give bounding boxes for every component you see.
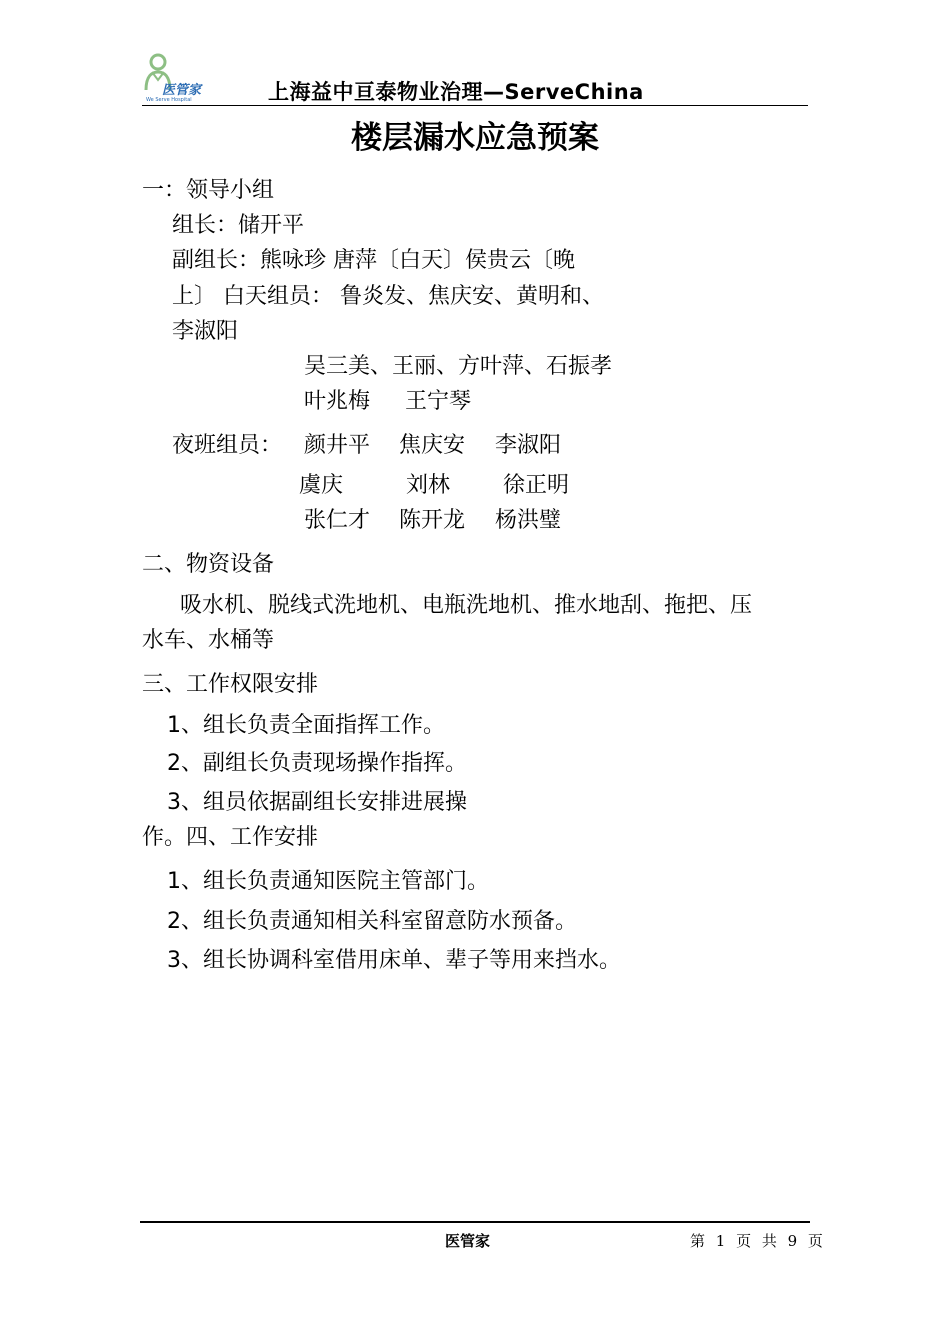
page-number: 第 1 页 共 9 页 <box>690 1232 823 1250</box>
night-member: 张仁才 <box>304 508 371 533</box>
deputy-line-3: 李淑阳 <box>172 319 239 344</box>
night-member: 杨洪璧 <box>495 508 562 533</box>
authority-item-1: 1、组长负责全面指挥工作。 <box>167 713 445 738</box>
work-item-2: 2、组长负责通知相关科室留意防水预备。 <box>167 909 577 934</box>
night-member: 徐正明 <box>503 473 570 498</box>
section3-heading: 三、工作权限安排 <box>142 672 319 697</box>
night-member: 焦庆安 <box>399 433 466 458</box>
logo-subtext: We Serve Hospital <box>146 97 192 103</box>
work-item-1: 1、组长负责通知医院主管部门。 <box>167 869 489 894</box>
equipment-line-2: 水车、水桶等 <box>142 628 275 653</box>
authority-item-3-continued: 作。四、工作安排 <box>142 825 319 850</box>
document-title: 楼层漏水应急预案 <box>351 120 599 156</box>
footer-divider <box>140 1221 810 1223</box>
authority-item-2: 2、副组长负责现场操作指挥。 <box>167 751 467 776</box>
header-divider <box>142 105 808 106</box>
work-item-3: 3、组长协调科室借用床单、辈子等用来挡水。 <box>167 948 621 973</box>
logo <box>142 50 208 104</box>
night-member: 李淑阳 <box>495 433 562 458</box>
logo-text: 医管家 <box>162 83 202 98</box>
day-members-1: 吴三美、王丽、方叶萍、石振孝 <box>304 354 613 379</box>
deputy-line-1: 副组长：熊咏珍 唐萍〔白天〕侯贵云〔晚 <box>172 248 575 273</box>
logo-figure-icon <box>142 50 208 104</box>
footer-name: 医管家 <box>445 1232 491 1250</box>
header-title: 上海益中亘泰物业治理—ServeChina <box>268 80 644 104</box>
leader-line: 组长：储开平 <box>172 213 305 238</box>
night-member: 刘林 <box>406 473 451 498</box>
section2-heading: 二、物资设备 <box>142 552 275 577</box>
day-members-2: 叶兆梅 王宁琴 <box>304 389 471 414</box>
night-member: 颜井平 <box>304 433 371 458</box>
section1-heading: 一：领导小组 <box>142 178 275 203</box>
night-label: 夜班组员： <box>172 433 283 458</box>
night-member: 陈开龙 <box>399 508 466 533</box>
equipment-line-1: 吸水机、脱线式洗地机、电瓶洗地机、推水地刮、拖把、压 <box>180 593 753 618</box>
deputy-line-2: 上〕 白天组员： 鲁炎发、焦庆安、黄明和、 <box>172 284 604 309</box>
authority-item-3: 3、组员依据副组长安排进展操 <box>167 790 467 815</box>
night-member: 虞庆 <box>299 473 344 498</box>
